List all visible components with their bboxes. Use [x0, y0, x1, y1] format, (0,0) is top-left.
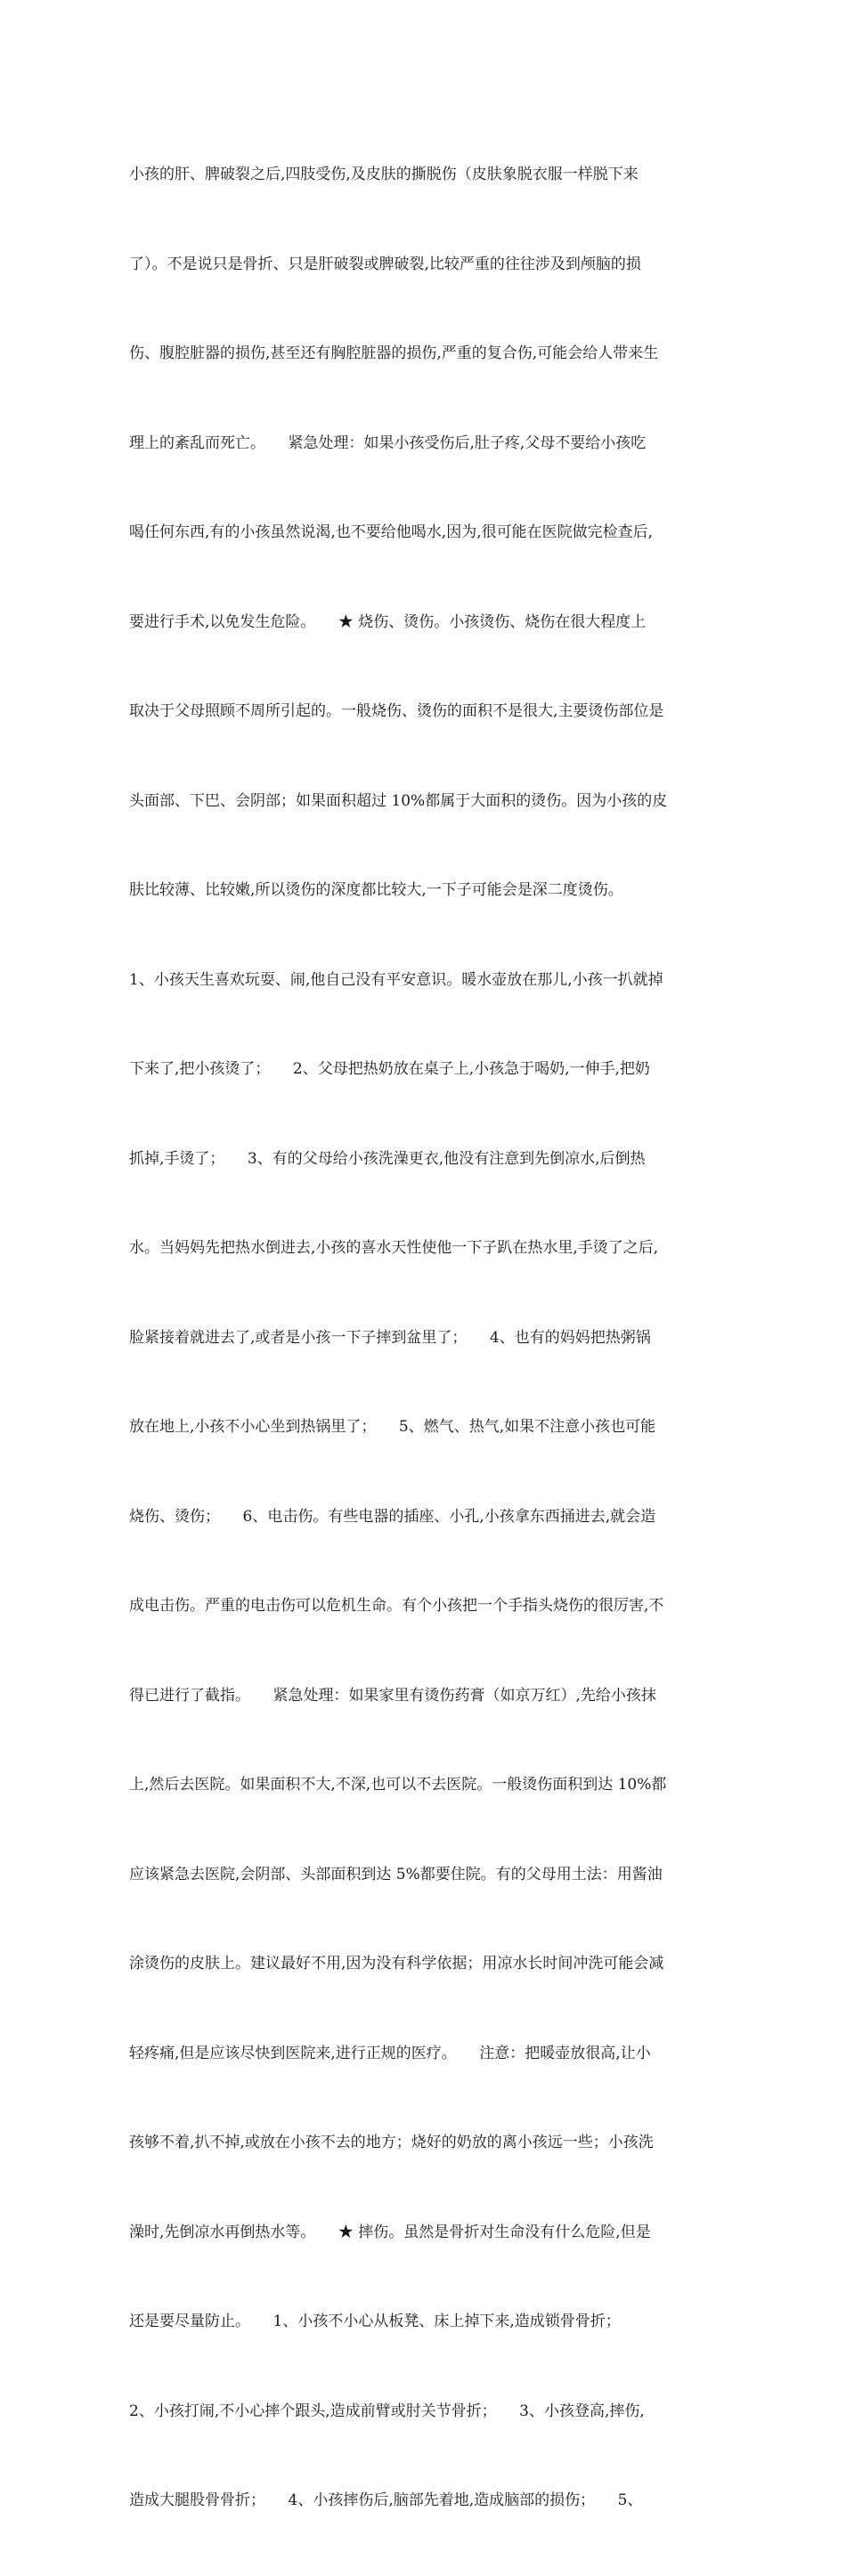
text-line: 理上的紊乱而死亡。 紧急处理：如果小孩受伤后,肚子疼,父母不要给小孩吃: [129, 433, 647, 452]
text-line: 了）。不是说只是骨折、只是肝破裂或脾破裂,比较严重的往往涉及到颅脑的损: [129, 255, 641, 273]
body-text: [129, 101, 717, 2576]
text-line: 轻疼痛,但是应该尽快到医院来,进行正规的医疗。 注意：把暖壶放很高,让小: [129, 2044, 651, 2062]
text-line: 上,然后去医院。如果面积不大,不深,也可以不去医院。一般烫伤面积到达 10%都: [129, 1776, 667, 1794]
text-line: 要进行手术,以免发生危险。 ★ 烧伤、烫伤。小孩烫伤、烧伤在很大程度上: [129, 612, 647, 631]
text-line: 1、小孩天生喜欢玩耍、闹,他自己没有平安意识。暖水壶放在那儿,小孩一扒就掉: [129, 970, 663, 989]
text-line: 烧伤、烫伤； 6、电击伤。有些电器的插座、小孔,小孩拿东西捅进去,就会造: [129, 1507, 656, 1526]
text-line: 得已进行了截指。 紧急处理：如果家里有烫伤药膏（如京万红）,先给小孩抹: [129, 1686, 656, 1705]
text-line: 头面部、下巴、会阴部；如果面积超过 10%都属于大面积的烫伤。因为小孩的皮: [129, 791, 668, 810]
text-line: 放在地上,小孩不小心坐到热锅里了； 5、燃气、热气,如果不注意小孩也可能: [129, 1418, 656, 1436]
text-line: 伤、腹腔脏器的损伤,甚至还有胸腔脏器的损伤,严重的复合伤,可能会给人带来生: [129, 344, 659, 362]
text-line: 澡时,先倒凉水再倒热水等。 ★ 摔伤。虽然是骨折对生命没有什么危险,但是: [129, 2223, 651, 2241]
text-line: 肤比较薄、比较嫩,所以烫伤的深度都比较大,一下子可能会是深二度烫伤。: [129, 881, 623, 899]
text-line: 喝任何东西,有的小孩虽然说渴,也不要给他喝水,因为,很可能在医院做完检查后,: [129, 523, 654, 541]
text-line: 下来了,把小孩烫了； 2、父母把热奶放在桌子上,小孩急于喝奶,一伸手,把奶: [129, 1060, 650, 1078]
text-line: 还是要尽量防止。 1、小孩不小心从板凳、床上掉下来,造成锁骨骨折；: [129, 2313, 621, 2330]
text-line: 水。当妈妈先把热水倒进去,小孩的喜水天性使他一下子趴在热水里,手烫了之后,: [129, 1239, 659, 1257]
text-line: 涂烫伤的皮肤上。建议最好不用,因为没有科学依据；用凉水长时间冲洗可能会减: [129, 1955, 664, 1973]
text-line: 脸紧接着就进去了,或者是小孩一下子摔到盆里了； 4、也有的妈妈把热粥锅: [129, 1328, 651, 1347]
text-line: 造成大腿股骨骨折； 4、小孩摔伤后,脑部先着地,造成脑部的损伤； 5、: [129, 2491, 643, 2509]
text-line: 应该紧急去医院,会阴部、头部面积到达 5%都要住院。有的父母用土法：用酱油: [129, 1865, 663, 1883]
text-line: 取决于父母照顾不周所引起的。一般烧伤、烫伤的面积不是很大,主要烫伤部位是: [129, 702, 664, 720]
text-line: 抓掉,手烫了； 3、有的父母给小孩洗澡更衣,他没有注意到先倒凉水,后倒热: [129, 1149, 646, 1168]
text-line: 孩够不着,扒不掉,或放在小孩不去的地方；烧好的奶放的离小孩远一些；小孩洗: [129, 2134, 654, 2151]
text-line: 2、小孩打闹,不小心摔个跟头,造成前臂或肘关节骨折； 3、小孩登高,摔伤,: [129, 2402, 645, 2420]
text-line: 小孩的肝、脾破裂之后,四肢受伤,及皮肤的撕脱伤（皮肤象脱衣服一样脱下来: [129, 166, 639, 183]
text-line: 成电击伤。严重的电击伤可以危机生命。有个小孩把一个手指头烧伤的很厉害,不: [129, 1597, 664, 1615]
